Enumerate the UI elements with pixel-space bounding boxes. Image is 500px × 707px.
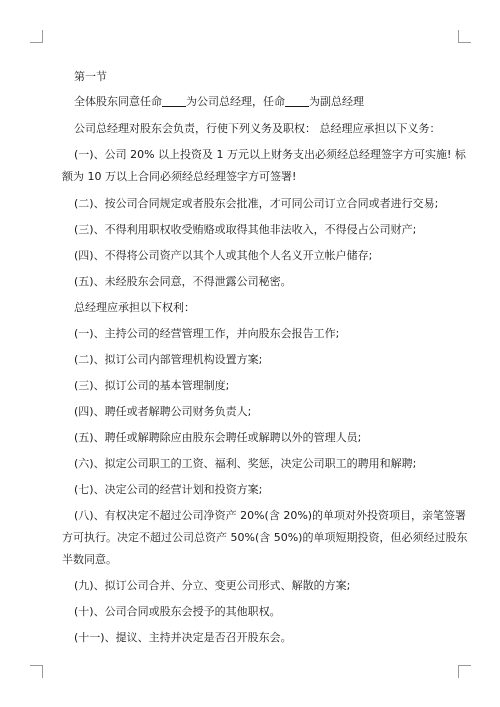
- right-item-7: (七)、决定公司的经营计划和投资方案;: [74, 483, 263, 496]
- gm-name-blank[interactable]: [162, 94, 186, 107]
- crop-mark-top-right: [458, 30, 471, 43]
- duty-item-5: (五)、未经股东会同意，不得泄露公司秘密。: [74, 275, 292, 288]
- duty-item-1-line-1: (一)、公司 20% 以上投资及 1 万元以上财务支出必须经总经理签字方可实施! 标: [74, 148, 466, 161]
- right-item-3: (三)、拟订公司的基本管理制度;: [74, 379, 230, 392]
- appointment-text-1: 全体股东同意任命: [74, 95, 162, 108]
- duty-item-4: (四)、不得将公司资产以其个人或其他个人名义开立帐户储存;: [74, 249, 373, 262]
- crop-mark-bottom-right: [458, 665, 471, 678]
- right-item-8-line-3: 半数同意。: [62, 553, 117, 566]
- right-item-9: (九)、拟订公司合并、分立、变更公司形式、解散的方案;: [74, 579, 351, 592]
- duties-intro: 公司总经理对股东会负责，行使下列义务及职权： 总经理应承担以下义务：: [74, 122, 441, 135]
- crop-mark-bottom-left: [30, 665, 43, 678]
- right-item-11: (十一)、提议、主持并决定是否召开股东会。: [74, 631, 292, 644]
- right-item-5: (五)、聘任或解聘除应由股东会聘任或解聘以外的管理人员;: [74, 431, 362, 444]
- rights-intro: 总经理应承担以下权利：: [74, 301, 195, 314]
- right-item-1: (一)、主持公司的经营管理工作，并向股东会报告工作;: [74, 327, 340, 340]
- right-item-4: (四)、聘任或者解聘公司财务负责人;: [74, 405, 252, 418]
- appointment-text-3: 为副总经理: [309, 95, 364, 108]
- duty-item-3: (三)、不得利用职权收受贿赂或取得其他非法收入，不得侵占公司财产;: [74, 223, 417, 236]
- right-item-6: (六)、拟定公司职工的工资、福利、奖惩，决定公司职工的聘用和解聘;: [74, 457, 417, 470]
- duty-item-1-line-2: 额为 10 万以上合同必须经总经理签字方可签署!: [62, 170, 297, 183]
- section-title: 第一节: [74, 70, 107, 83]
- appointment-text-2: 为公司总经理，任命: [186, 95, 285, 108]
- deputy-gm-name-blank[interactable]: [285, 94, 309, 107]
- duty-item-2: (二)、按公司合同规定或者股东会批准，才可同公司订立合同或者进行交易;: [74, 197, 439, 210]
- right-item-8-line-1: (八)、有权决定不超过公司净资产 20%(含 20%)的单项对外投资项目，亲笔签署: [74, 509, 467, 522]
- right-item-8-line-2: 方可执行。决定不超过公司总资产 50%(含 50%)的单项短期投资，但必须经过股东: [62, 531, 468, 544]
- right-item-2: (二)、拟订公司内部管理机构设置方案;: [74, 353, 263, 366]
- right-item-10: (十)、公司合同或股东会授予的其他职权。: [74, 605, 281, 618]
- crop-mark-top-left: [30, 30, 43, 43]
- appointment-line: [74, 91, 364, 112]
